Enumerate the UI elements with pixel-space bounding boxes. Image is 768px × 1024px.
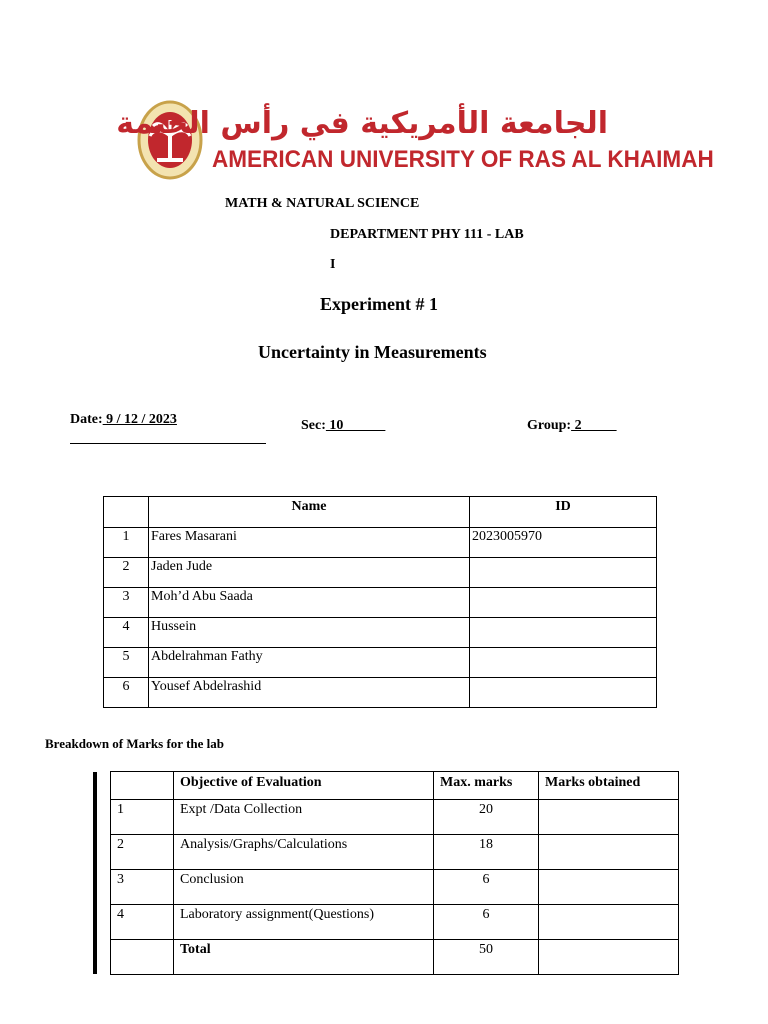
member-number: 4 xyxy=(104,618,149,648)
table-row xyxy=(104,678,657,708)
table-row xyxy=(104,618,657,648)
table-row xyxy=(104,648,657,678)
criterion-number: 2 xyxy=(111,835,174,870)
criterion-marks-obtained xyxy=(539,800,679,835)
table-row xyxy=(104,588,657,618)
member-name: Abdelrahman Fathy xyxy=(149,648,470,678)
department-heading-continued: I xyxy=(330,257,336,272)
section-value: 10 xyxy=(325,418,386,433)
member-id: 2023005970 xyxy=(470,528,657,558)
total-row xyxy=(111,940,679,975)
criterion-max-marks: 20 xyxy=(434,800,539,835)
criterion-max-marks: 6 xyxy=(434,870,539,905)
header-number xyxy=(111,772,174,800)
member-id xyxy=(470,558,657,588)
faculty-heading: MATH & NATURAL SCIENCE xyxy=(225,196,420,211)
table-row xyxy=(111,905,679,940)
table-header-row xyxy=(104,497,657,528)
section-label: Sec: xyxy=(301,418,326,433)
member-number: 6 xyxy=(104,678,149,708)
department-heading: DEPARTMENT PHY 111 - LAB xyxy=(330,227,524,242)
margin-bar xyxy=(93,772,97,974)
criterion-max-marks: 6 xyxy=(434,905,539,940)
table-row xyxy=(111,800,679,835)
criterion-number: 1 xyxy=(111,800,174,835)
total-label: Total xyxy=(174,940,434,975)
table-row xyxy=(111,835,679,870)
table-header-row xyxy=(111,772,679,800)
member-id xyxy=(470,618,657,648)
criterion-objective: Laboratory assignment(Questions) xyxy=(174,905,434,940)
total-value: 50 xyxy=(434,940,539,975)
total-obtained xyxy=(539,940,679,975)
criterion-objective: Analysis/Graphs/Calculations xyxy=(174,835,434,870)
criterion-objective: Expt /Data Collection xyxy=(174,800,434,835)
criterion-marks-obtained xyxy=(539,905,679,940)
header-name: Name xyxy=(149,497,470,528)
group-field xyxy=(527,418,617,434)
member-number: 1 xyxy=(104,528,149,558)
criterion-marks-obtained xyxy=(539,835,679,870)
group-label: Group: xyxy=(527,418,572,433)
member-name: Moh’d Abu Saada xyxy=(149,588,470,618)
date-underline xyxy=(70,443,266,444)
group-members-table xyxy=(103,496,657,708)
marks-breakdown-table xyxy=(110,771,679,975)
member-number: 3 xyxy=(104,588,149,618)
header-objective: Objective of Evaluation xyxy=(174,772,434,800)
header-id: ID xyxy=(470,497,657,528)
criterion-marks-obtained xyxy=(539,870,679,905)
table-row xyxy=(104,528,657,558)
table-row xyxy=(111,870,679,905)
criterion-max-marks: 18 xyxy=(434,835,539,870)
date-label: Date: xyxy=(70,412,103,427)
criterion-number: 3 xyxy=(111,870,174,905)
criterion-objective: Conclusion xyxy=(174,870,434,905)
member-name: Yousef Abdelrashid xyxy=(149,678,470,708)
header-number xyxy=(104,497,149,528)
member-name: Hussein xyxy=(149,618,470,648)
member-number: 2 xyxy=(104,558,149,588)
university-name-english: AMERICAN UNIVERSITY OF RAS AL KHAIMAH xyxy=(212,146,714,173)
date-value: 9 / 12 / 2023 xyxy=(102,412,177,427)
header-max-marks: Max. marks xyxy=(434,772,539,800)
member-id xyxy=(470,678,657,708)
member-name: Jaden Jude xyxy=(149,558,470,588)
member-name: Fares Masarani xyxy=(149,528,470,558)
breakdown-heading: Breakdown of Marks for the lab xyxy=(45,736,224,751)
date-field xyxy=(70,412,177,428)
table-row xyxy=(104,558,657,588)
member-id xyxy=(470,588,657,618)
group-value: 2 xyxy=(571,418,617,433)
experiment-title: Uncertainty in Measurements xyxy=(258,342,487,362)
member-number: 5 xyxy=(104,648,149,678)
member-id xyxy=(470,648,657,678)
experiment-number: Experiment # 1 xyxy=(320,294,438,314)
criterion-number: 4 xyxy=(111,905,174,940)
section-field xyxy=(301,418,385,434)
university-name-arabic: الجامعة الأمريكية في رأس الخيمة xyxy=(116,106,608,141)
header-marks-obtained: Marks obtained xyxy=(539,772,679,800)
